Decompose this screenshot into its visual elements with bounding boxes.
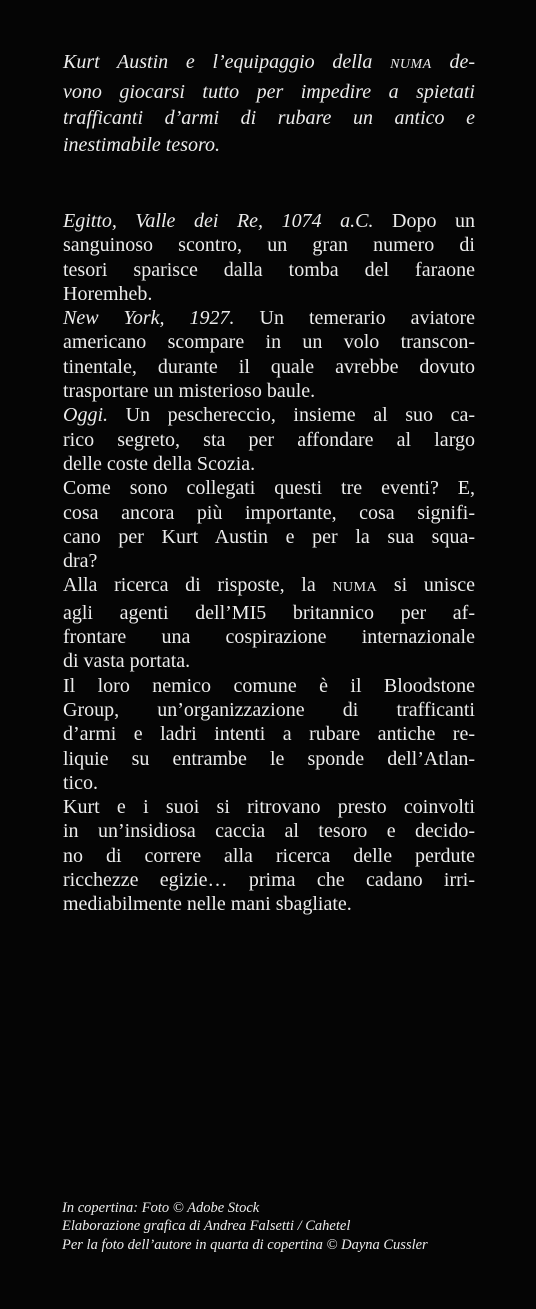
place-date: Oggi. xyxy=(63,404,108,427)
credit-author-photo: Per la foto dell’autore in quarta di copertina © Dayna Cussler xyxy=(62,1236,428,1253)
text-line: dra? xyxy=(63,550,98,573)
cover-credits xyxy=(62,1199,502,1254)
paragraph-treasure-hunt xyxy=(63,795,475,916)
text-line: di vasta portata. xyxy=(63,650,191,673)
credit-cover-photo: In copertina: Foto © Adobe Stock xyxy=(62,1200,260,1216)
text-line: mediabilmente nelle mani sbagliate. xyxy=(63,893,352,916)
text-line xyxy=(63,209,475,233)
paragraph-bloodstone xyxy=(63,674,475,795)
text-line: Horemheb. xyxy=(63,282,153,305)
paragraph-new-york xyxy=(63,306,475,403)
paragraph-egypt xyxy=(63,209,475,306)
text-line: agli agenti dell’MI5 britannico per af- xyxy=(63,601,475,624)
text-line: Group, un’organizzazione di trafficanti xyxy=(63,698,475,721)
text-line: cano per Kurt Austin e per la sua squa- xyxy=(63,525,475,548)
text-line: trasportare un misterioso baule. xyxy=(63,380,316,403)
text-span: Un peschereccio, insieme al suo ca- xyxy=(108,404,475,427)
text-line: Kurt e i suoi si ritrovano presto coinvolti xyxy=(63,796,475,819)
text-line: in un’insidiosa caccia al tesoro e decido- xyxy=(63,820,475,843)
text-line: d’armi e ladri intenti a rubare antiche re- xyxy=(63,723,475,746)
credit-graphic-design: Elaborazione grafica di Andrea Falsetti / Cahetel xyxy=(62,1218,351,1235)
paragraph-mi5 xyxy=(63,573,475,673)
text-line: frontare una cospirazione internazionale xyxy=(63,626,475,649)
place-date: Egitto, Valle dei Re, 1074 a.C. xyxy=(63,210,374,232)
place-date: New York, 1927. xyxy=(63,307,235,330)
intro-text: Kurt Austin e l’equipaggio della xyxy=(63,51,391,73)
text-line: Come sono collegati questi tre eventi? E, xyxy=(63,477,475,500)
text-line: rico segreto, sta per affondare al largo xyxy=(63,428,475,451)
paragraph-today xyxy=(63,403,475,476)
text-line: no di correre alla ricerca delle perdute xyxy=(63,844,475,867)
text-line: ricchezze egizie… prima che cadano irri- xyxy=(63,869,475,892)
numa-acronym: NUMA xyxy=(390,57,432,72)
paragraph-question xyxy=(63,476,475,573)
intro-line xyxy=(63,49,475,79)
text-line: tesori sparisce dalla tomba del faraone xyxy=(63,258,475,281)
intro-line: inestimabile tesoro. xyxy=(63,133,221,156)
text-span: Un temerario aviatore xyxy=(234,307,475,330)
text-line xyxy=(63,573,475,600)
text-line xyxy=(63,306,475,330)
text-line: americano scompare in un volo transcon- xyxy=(63,331,475,354)
intro-line: vono giocarsi tutto per impedire a spietati xyxy=(63,80,475,103)
intro-line: trafficanti d’armi di rubare un antico e xyxy=(63,107,475,129)
text-span: si unisce xyxy=(377,574,475,597)
numa-acronym: NUMA xyxy=(332,580,378,596)
text-line: delle coste della Scozia. xyxy=(63,452,256,475)
intro-text: de- xyxy=(431,51,475,73)
text-line: tico. xyxy=(63,771,98,794)
text-line: Il loro nemico comune è il Bloodstone xyxy=(63,674,475,697)
text-line: sanguinoso scontro, un gran numero di xyxy=(63,234,475,257)
synopsis xyxy=(63,209,475,917)
text-line: liquie su entrambe le sponde dell’Atlan- xyxy=(63,747,475,770)
intro-blurb xyxy=(63,49,475,158)
text-span: Alla ricerca di risposte, la xyxy=(63,574,333,597)
text-line xyxy=(63,403,475,427)
text-line: tinentale, durante il quale avrebbe dovuto xyxy=(63,355,475,378)
text-span: Dopo un xyxy=(373,210,475,232)
text-line: cosa ancora più importante, cosa signifi- xyxy=(63,501,475,524)
